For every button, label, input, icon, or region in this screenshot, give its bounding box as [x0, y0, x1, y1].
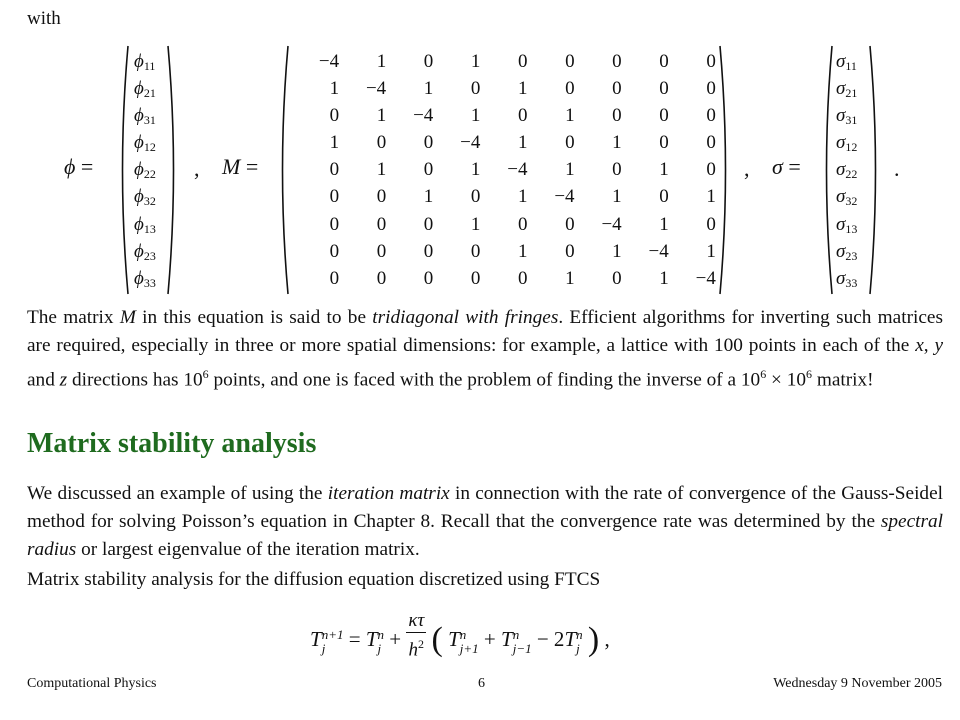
comma: ,: [604, 627, 610, 652]
section-heading: Matrix stability analysis: [27, 428, 317, 459]
math-z: z: [59, 369, 68, 391]
phi-vector-entry: [134, 75, 194, 102]
index: 21: [845, 86, 858, 101]
text: in connection with the rate of convergence of the Gauss-Seidel method for solving Poisson’s equation in Chapter 8. Recall that the convergence rate was determined by the: [27, 483, 943, 532]
superscript: n: [459, 626, 467, 642]
matrix-cell: 0: [470, 267, 481, 289]
matrix-cell: 0: [612, 51, 622, 72]
text: ,: [923, 335, 935, 356]
matrix-cell: 0: [706, 51, 716, 72]
emphasis-tridiagonal: tridiagonal with fringes: [372, 307, 559, 328]
symbol: σ: [836, 132, 846, 154]
symbol: ϕ: [134, 132, 144, 154]
matrix-cell: 0: [470, 186, 481, 208]
matrix-cell: −4: [318, 51, 340, 72]
phi-vector: [134, 48, 194, 292]
matrix-cell: 0: [517, 105, 528, 127]
matrix-cell: 1: [329, 78, 340, 100]
symbol: ϕ: [134, 240, 144, 262]
text: and: [27, 369, 60, 391]
superscript: n: [377, 626, 384, 642]
matrix-cell: 1: [565, 105, 575, 127]
superscript: n+1: [321, 626, 344, 642]
matrix-cell: 0: [659, 51, 669, 72]
matrix-cell: 0: [423, 267, 434, 289]
matrix-cell: 0: [659, 186, 669, 208]
matrix-cell: 0: [517, 267, 528, 289]
sigma-vector-entry: [836, 129, 896, 156]
sigma-vector-entry: [836, 102, 896, 129]
matrix-row: [292, 265, 716, 292]
index: 32: [845, 194, 858, 209]
paragraph-iteration-matrix: [27, 480, 943, 564]
matrix-cell: 0: [706, 105, 716, 127]
T-symbol: T: [365, 627, 378, 652]
matrix-cell: 0: [517, 51, 528, 72]
exponent: 6: [806, 367, 812, 381]
phi-vector-entry: [134, 48, 194, 75]
matrix-row: [292, 183, 716, 210]
matrix-cell: 0: [376, 267, 387, 289]
text: or largest eigenvalue of the iteration matrix.: [76, 539, 420, 560]
matrix-cell: −4: [554, 186, 575, 208]
sigma-label: [772, 154, 801, 180]
intro-word: with: [27, 8, 61, 29]
matrix-cell: 1: [517, 186, 528, 208]
phi-vector-entry: [134, 238, 194, 265]
footer-date: Wednesday 9 November 2005: [773, 676, 942, 691]
comma-1: ,: [194, 156, 200, 181]
text: in this equation is said to be: [135, 307, 373, 328]
text: directions has 10: [67, 369, 203, 391]
symbol: ϕ: [134, 267, 144, 289]
matrix-cell: 0: [565, 213, 575, 235]
symbol: ϕ: [134, 213, 144, 235]
sigma-vector-entry: [836, 75, 896, 102]
subscript: j+1: [459, 640, 479, 656]
math-M: M: [119, 307, 136, 328]
superscript: n: [576, 626, 583, 642]
math-x: x: [915, 335, 924, 356]
math-y: y: [934, 335, 943, 356]
matrix-cell: 0: [612, 105, 622, 127]
matrix-cell: 1: [517, 132, 528, 154]
sigma-symbol: σ: [772, 154, 783, 179]
matrix-row: [292, 75, 716, 102]
matrix-cell: 0: [376, 213, 387, 235]
matrix-cell: 0: [329, 240, 340, 262]
matrix-cell: 1: [376, 51, 387, 72]
paragraph-tridiagonal: [27, 304, 943, 394]
matrix-cell: 0: [565, 240, 575, 262]
matrix-cell: 0: [329, 267, 340, 289]
matrix-cell: 0: [706, 132, 716, 154]
symbol: σ: [836, 267, 846, 289]
sigma-left-paren: [820, 44, 834, 296]
phi-vector-entry: [134, 265, 194, 292]
phi-vector-entry: [134, 211, 194, 238]
index: 13: [143, 221, 156, 236]
index: 12: [143, 140, 156, 155]
matrix-cell: 0: [376, 240, 387, 262]
matrix-cell: 1: [470, 51, 481, 72]
matrix-cell: 1: [376, 159, 387, 181]
matrix-cell: 0: [612, 159, 622, 181]
matrix-cell: 0: [517, 213, 528, 235]
index: 22: [845, 167, 858, 182]
fraction: [406, 610, 426, 661]
matrix-row: [292, 102, 716, 129]
phi-label: [64, 154, 93, 180]
symbol: σ: [836, 51, 846, 72]
matrix-cell: −4: [365, 78, 387, 100]
index: 21: [143, 86, 156, 101]
text: points, and one is faced with the problem of finding the inverse of a 10: [208, 369, 761, 391]
index: 22: [143, 167, 156, 182]
symbol: σ: [836, 78, 846, 100]
matrix-row: [292, 156, 716, 183]
sigma-vector-entry: [836, 211, 896, 238]
T-symbol: T: [448, 627, 460, 652]
subscript: j: [377, 640, 382, 656]
text: The matrix: [27, 307, 120, 328]
T-symbol: T: [501, 627, 513, 652]
M-left-paren: [276, 44, 290, 296]
ftcs-equation: [310, 604, 610, 661]
M-matrix: [292, 48, 716, 292]
index: 33: [143, 275, 156, 290]
emphasis-iteration-matrix: iteration matrix: [327, 483, 450, 504]
denominator: [409, 633, 425, 661]
matrix-cell: 0: [423, 51, 434, 72]
matrix-cell: −4: [601, 213, 622, 235]
M-right-paren: [718, 44, 732, 296]
matrix-row: [292, 129, 716, 156]
index: 12: [845, 140, 858, 155]
matrix-cell: −4: [413, 105, 434, 127]
paragraph-ftcs: Matrix stability analysis for the diffusion equation discretized using FTCS: [27, 569, 601, 590]
phi-symbol: ϕ: [64, 154, 76, 179]
matrix-cell: 0: [659, 78, 669, 100]
matrix-cell: 0: [329, 159, 340, 181]
matrix-cell: 1: [659, 213, 669, 235]
matrix-cell: 1: [376, 105, 387, 127]
symbol: ϕ: [134, 78, 144, 100]
matrix-cell: 0: [470, 240, 481, 262]
matrix-cell: 0: [706, 78, 716, 100]
symbol: ϕ: [134, 105, 144, 127]
matrix-cell: 1: [612, 240, 622, 262]
index: 11: [845, 59, 857, 73]
matrix-cell: 0: [565, 51, 575, 72]
matrix-cell: −4: [460, 132, 481, 154]
matrix-cell: 1: [706, 240, 716, 262]
T-symbol: T: [564, 627, 577, 652]
M-equals: =: [245, 154, 259, 179]
symbol: σ: [836, 186, 846, 208]
index: 32: [143, 194, 156, 209]
matrix-cell: 1: [565, 159, 575, 181]
matrix-equation: [0, 44, 960, 296]
equals: =: [348, 627, 361, 652]
sigma-vector-entry: [836, 156, 896, 183]
h-symbol: h: [408, 639, 419, 661]
matrix-cell: 0: [423, 240, 434, 262]
matrix-cell: 1: [565, 267, 575, 289]
minus-two: − 2: [536, 627, 565, 652]
subscript: j−1: [512, 640, 532, 656]
symbol: ϕ: [134, 159, 144, 181]
matrix-cell: 0: [706, 159, 716, 181]
sigma-vector-entry: [836, 48, 896, 75]
matrix-cell: 0: [612, 78, 622, 100]
matrix-cell: 1: [470, 213, 481, 235]
phi-right-paren: [166, 44, 180, 296]
exponent: 2: [418, 637, 425, 651]
period: .: [894, 156, 900, 181]
exponent: 6: [202, 367, 209, 381]
plus: +: [483, 627, 496, 652]
sigma-right-paren: [868, 44, 882, 296]
matrix-cell: 1: [470, 159, 481, 181]
matrix-cell: 1: [423, 78, 434, 100]
T-symbol: T: [310, 627, 322, 652]
phi-vector-entry: [134, 183, 194, 210]
text: × 10: [766, 369, 806, 391]
sigma-vector-entry: [836, 265, 896, 292]
symbol: σ: [836, 213, 846, 235]
phi-vector-entry: [134, 129, 194, 156]
phi-equals: =: [80, 154, 94, 179]
matrix-cell: 0: [565, 78, 575, 100]
index: 31: [143, 113, 156, 128]
matrix-row: [292, 48, 716, 75]
matrix-cell: 0: [612, 267, 622, 289]
matrix-cell: 1: [659, 267, 669, 289]
matrix-cell: 0: [706, 213, 716, 235]
plus: +: [389, 627, 402, 652]
symbol: σ: [836, 159, 846, 181]
matrix-cell: 0: [329, 213, 340, 235]
matrix-cell: 1: [612, 132, 622, 154]
footer-left: Computational Physics: [27, 676, 157, 691]
matrix-cell: 0: [565, 132, 575, 154]
matrix-cell: 1: [329, 132, 340, 154]
symbol: σ: [836, 105, 846, 127]
matrix-cell: 0: [376, 186, 387, 208]
sigma-equals: =: [788, 154, 801, 179]
symbol: σ: [836, 240, 846, 262]
matrix-cell: 0: [659, 105, 669, 127]
superscript: n: [512, 626, 520, 642]
sigma-vector: [836, 48, 896, 292]
sigma-vector-entry: [836, 183, 896, 210]
M-label: [222, 154, 258, 180]
index: 31: [845, 113, 858, 128]
matrix-cell: 1: [517, 78, 528, 100]
matrix-cell: 0: [659, 132, 669, 154]
text: matrix!: [812, 369, 874, 391]
index: 23: [845, 248, 858, 263]
matrix-cell: 0: [376, 132, 387, 154]
numerator: κτ: [408, 610, 425, 631]
matrix-cell: −4: [695, 267, 716, 289]
matrix-cell: 0: [423, 132, 434, 154]
text: . Efficient algorithms for inverting such matrices are required, especially in three or more spatial dimensions: for example, a lattice with 100 points in each of the: [27, 307, 943, 356]
matrix-cell: 1: [706, 186, 716, 208]
index: 23: [143, 248, 156, 263]
emphasis-spectral-radius: spectral radius: [27, 511, 943, 560]
M-symbol: M: [222, 154, 241, 179]
matrix-cell: 0: [423, 213, 434, 235]
index: 33: [845, 275, 858, 290]
subscript: j: [576, 640, 580, 656]
exponent: 6: [760, 367, 767, 381]
matrix-cell: 0: [470, 78, 481, 100]
phi-left-paren: [116, 44, 130, 296]
matrix-cell: −4: [507, 159, 528, 181]
sigma-vector-entry: [836, 238, 896, 265]
right-paren: ): [587, 621, 600, 659]
matrix-cell: 1: [423, 186, 434, 208]
text: We discussed an example of using the: [27, 483, 328, 504]
subscript: j: [321, 640, 326, 656]
footer-page-number: 6: [478, 676, 485, 691]
matrix-row: [292, 211, 716, 238]
matrix-cell: −4: [648, 240, 669, 262]
symbol: ϕ: [134, 51, 144, 72]
comma-2: ,: [744, 156, 750, 181]
matrix-cell: 0: [423, 159, 434, 181]
matrix-cell: 1: [659, 159, 669, 181]
matrix-cell: 1: [470, 105, 481, 127]
symbol: ϕ: [134, 186, 144, 208]
matrix-cell: 1: [612, 186, 622, 208]
phi-vector-entry: [134, 156, 194, 183]
phi-vector-entry: [134, 102, 194, 129]
left-paren: (: [431, 621, 443, 659]
matrix-cell: 1: [517, 240, 528, 262]
index: 11: [143, 59, 156, 73]
matrix-cell: 0: [329, 186, 340, 208]
matrix-row: [292, 238, 716, 265]
matrix-cell: 0: [329, 105, 340, 127]
index: 13: [845, 221, 858, 236]
